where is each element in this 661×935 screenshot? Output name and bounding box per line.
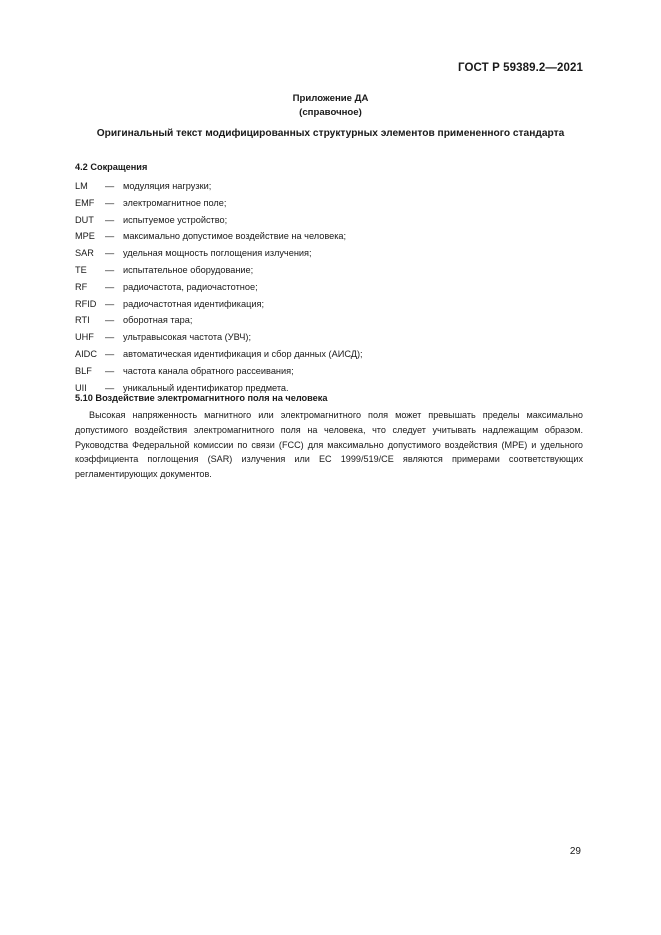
abbreviation-code: RFID xyxy=(75,298,97,309)
exposure-paragraph: Высокая напряженность магнитного или электромагнитного поля может превышать пределы максимально допустимого воздействия электромагнитного поля на человека, что следует учитывать надлежащим образом. Руководства Федеральной комиссии по связи (FCC) для максимально допустимого воздействия (MPE) и удельного коэффициента поглощения (SAR) излучения или EC 1999/519/CE являются примерами соответствующих регламентирующих документов. xyxy=(75,410,583,480)
abbreviation-definition: ультравысокая частота (УВЧ); xyxy=(123,332,252,343)
abbreviation-code: UHF xyxy=(75,332,94,343)
abbreviation-code: TE xyxy=(75,264,87,275)
abbreviation-definition: электромагнитное поле; xyxy=(123,197,227,208)
abbreviation-code: BLF xyxy=(75,365,92,376)
section-exposure-title: 5.10 Воздействие электромагнитного поля на человека xyxy=(75,393,328,403)
abbreviation-dash: — xyxy=(105,181,115,191)
document-code: ГОСТ Р 59389.2—2021 xyxy=(458,62,583,74)
abbreviation-definition: оборотная тара; xyxy=(123,315,193,326)
abbreviation-dash: — xyxy=(105,315,115,326)
abbreviation-item xyxy=(75,228,363,245)
abbreviation-item xyxy=(75,346,363,363)
abbreviation-code: EMF xyxy=(75,197,95,208)
abbreviation-definition: модуляция нагрузки; xyxy=(123,181,212,191)
abbreviation-definition: автоматическая идентификация и сбор данных (АИСД); xyxy=(123,348,363,359)
section-abbreviations-title: 4.2 Сокращения xyxy=(75,162,148,172)
annex-main-heading: Оригинальный текст модифицированных структурных элементов примененного стандарта xyxy=(96,128,565,139)
abbreviation-code: DUT xyxy=(75,214,94,225)
abbreviation-item xyxy=(75,195,363,212)
abbreviation-code: MPE xyxy=(75,231,95,242)
abbreviation-item xyxy=(75,363,363,380)
abbreviation-item xyxy=(75,329,363,346)
abbreviation-dash: — xyxy=(105,382,115,393)
abbreviation-definition: испытуемое устройство; xyxy=(123,214,228,225)
abbreviation-item xyxy=(75,279,363,296)
abbreviation-dash: — xyxy=(105,214,115,225)
abbreviation-definition: удельная мощность поглощения излучения; xyxy=(123,248,312,259)
abbreviation-dash: — xyxy=(105,332,115,343)
abbreviation-code: UII xyxy=(75,382,87,393)
abbreviation-definition: максимально допустимое воздействие на человека; xyxy=(123,231,347,242)
abbreviation-code: SAR xyxy=(75,248,94,259)
abbreviation-code: RTI xyxy=(75,315,90,326)
abbreviation-definition: испытательное оборудование; xyxy=(123,264,254,275)
abbreviation-definition: частота канала обратного рассеивания; xyxy=(123,365,294,376)
abbreviation-code: AIDC xyxy=(75,348,97,359)
abbreviation-dash: — xyxy=(105,281,115,292)
abbreviation-item xyxy=(75,178,363,195)
abbreviation-item xyxy=(75,212,363,229)
annex-title: Приложение ДА xyxy=(292,93,369,104)
annex-subtitle: (справочное) xyxy=(299,107,362,118)
abbreviation-dash: — xyxy=(105,348,115,359)
abbreviation-dash: — xyxy=(105,264,115,275)
abbreviation-dash: — xyxy=(105,248,115,259)
abbreviation-dash: — xyxy=(105,197,115,208)
annex-heading xyxy=(0,92,661,120)
abbreviation-dash: — xyxy=(105,298,115,309)
abbreviation-item xyxy=(75,296,363,313)
abbreviation-code: RF xyxy=(75,281,88,292)
abbreviation-definition: радиочастотная идентификация; xyxy=(123,298,265,309)
abbreviation-code: LM xyxy=(75,181,88,191)
abbreviation-definition: уникальный идентификатор предмета. xyxy=(123,382,289,393)
abbreviation-item xyxy=(75,245,363,262)
abbreviation-definition: радиочастота, радиочастотное; xyxy=(123,281,258,292)
abbreviation-dash: — xyxy=(105,231,115,242)
abbreviation-item xyxy=(75,262,363,279)
abbreviation-dash: — xyxy=(105,365,115,376)
page-number: 29 xyxy=(569,846,581,857)
abbreviations-list xyxy=(75,178,363,396)
abbreviation-item xyxy=(75,312,363,329)
